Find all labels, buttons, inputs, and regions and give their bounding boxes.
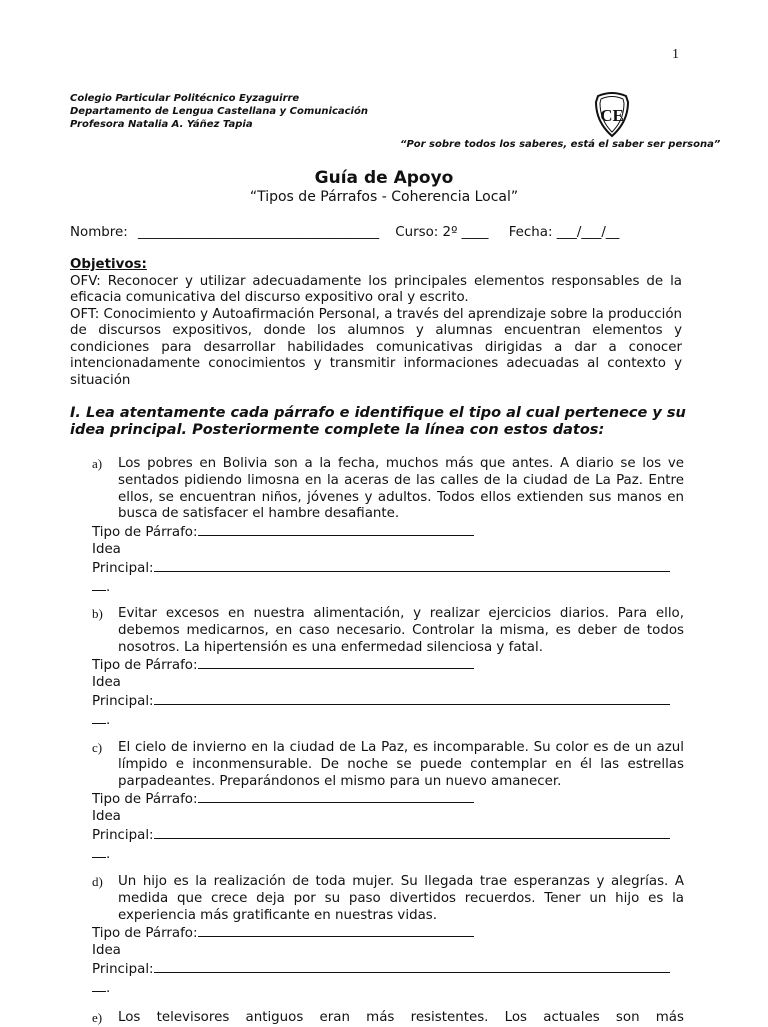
type-answer-line[interactable] bbox=[198, 924, 474, 937]
exercise-item bbox=[92, 740, 684, 864]
logo-letters: CE bbox=[600, 106, 624, 125]
page-title: Guía de Apoyo bbox=[314, 168, 454, 188]
exercise-item bbox=[92, 874, 684, 998]
exercise-item bbox=[92, 1010, 684, 1027]
principal-label: Principal: bbox=[92, 827, 154, 843]
principal-label: Principal: bbox=[92, 560, 154, 576]
end-period: . bbox=[106, 712, 111, 728]
school-name: Colegio Particular Politécnico Eyzaguirre bbox=[70, 93, 300, 104]
idea-label: Idea bbox=[92, 809, 121, 825]
type-label: Tipo de Párrafo: bbox=[92, 525, 198, 541]
objectives-heading: Objetivos: bbox=[70, 257, 147, 272]
school-motto: “Por sobre todos los saberes, está el saber ser persona” bbox=[400, 139, 721, 150]
end-period: . bbox=[106, 846, 111, 862]
idea-answer-line[interactable] bbox=[154, 692, 670, 705]
idea-label: Idea bbox=[92, 675, 121, 691]
idea-answer-line[interactable] bbox=[154, 826, 670, 839]
type-answer-line[interactable] bbox=[198, 790, 474, 803]
instruction-text: I. Lea atentamente cada párrafo e identifique el tipo al cual pertenece y su idea principal. Posteriormente complete la línea con estos datos: bbox=[70, 405, 686, 438]
idea-answer-line-end[interactable] bbox=[92, 711, 106, 724]
exercise-item bbox=[92, 456, 684, 596]
type-answer-line[interactable] bbox=[198, 656, 474, 669]
page-subtitle: “Tipos de Párrafos - Coherencia Local” bbox=[249, 189, 519, 205]
item-letter: c) bbox=[92, 740, 103, 755]
idea-answer-line[interactable] bbox=[154, 960, 670, 973]
item-paragraph: Un hijo es la realización de toda mujer. Su llegada trae esperanzas y alegrías. A medida que crece deja por su paso divertidos recuerdos. Tener un hijo es la experiencia más gratificante en nuestras vidas. bbox=[118, 874, 684, 923]
idea-label: Idea bbox=[92, 943, 121, 959]
student-info-row bbox=[70, 224, 625, 241]
end-period: . bbox=[106, 579, 111, 595]
item-letter: e) bbox=[92, 1010, 103, 1025]
type-label: Tipo de Párrafo: bbox=[92, 926, 198, 942]
idea-answer-line-end[interactable] bbox=[92, 578, 106, 591]
date-field[interactable]: Fecha: ___/___/__ bbox=[508, 225, 620, 240]
item-letter: d) bbox=[92, 874, 103, 889]
page-number: 1 bbox=[672, 47, 679, 62]
principal-label: Principal: bbox=[92, 693, 154, 709]
objective-ofv: OFV: Reconocer y utilizar adecuadamente los principales elementos responsables de la eficacia comunicativa del discurso expositivo oral y escrito. bbox=[70, 273, 682, 305]
type-label: Tipo de Párrafo: bbox=[92, 792, 198, 808]
school-crest-logo bbox=[592, 92, 632, 138]
item-letter: b) bbox=[92, 606, 103, 621]
department-name: Departamento de Lengua Castellana y Comunicación bbox=[70, 106, 368, 117]
course-field[interactable]: Curso: 2º ____ bbox=[395, 225, 489, 240]
item-paragraph: El cielo de invierno en la ciudad de La Paz, es incomparable. Su color es de un azul límpido e inconmensurable. De noche se puede contemplar en él las estrellas parpadeantes. Preparándonos el mismo para un nuevo amanecer. bbox=[118, 740, 684, 789]
teacher-name: Profesora Natalia A. Yáñez Tapia bbox=[70, 119, 253, 130]
item-paragraph: Evitar excesos en nuestra alimentación, y realizar ejercicios diarios. Para ello, debemos medicarnos, en caso necesario. Controlar la misma, es deber de todos nosotros. La hipertensión es una enfermedad silenciosa y fatal. bbox=[118, 606, 684, 655]
type-answer-line[interactable] bbox=[198, 523, 474, 536]
objectives-section bbox=[70, 257, 682, 389]
idea-answer-line-end[interactable] bbox=[92, 845, 106, 858]
name-field[interactable]: ____________________________________ bbox=[137, 225, 380, 240]
document-header bbox=[70, 92, 368, 131]
idea-label: Idea bbox=[92, 541, 121, 557]
principal-label: Principal: bbox=[92, 961, 154, 977]
objective-oft: OFT: Conocimiento y Autoafirmación Personal, a través del aprendizaje sobre la producción de discursos expositivos, donde los alumnos y alumnas encuentran elementos y condiciones para desarrollar habilidades comunicativas dirigidas a dar a conocer intencionadamente conocimientos y transmitir informaciones adecuadas al contexto y situación bbox=[70, 306, 682, 388]
item-paragraph: Los pobres en Bolivia son a la fecha, muchos más que antes. A diario se los ve sentados pidiendo limosna en la aceras de las calles de la ciudad de La Paz. Entre ellos, se encuentran niños, jóvenes y adultos. Todos ellos extienden sus manos en busca de satisfacer el hambre desafiante. bbox=[118, 456, 684, 522]
idea-answer-line[interactable] bbox=[154, 559, 670, 572]
exercise-item bbox=[92, 606, 684, 730]
item-paragraph: Los televisores antiguos eran más resistentes. Los actuales son más bbox=[118, 1010, 684, 1025]
end-period: . bbox=[106, 980, 111, 996]
type-label: Tipo de Párrafo: bbox=[92, 658, 198, 674]
item-letter: a) bbox=[92, 456, 103, 471]
name-label: Nombre: bbox=[70, 225, 128, 240]
idea-answer-line-end[interactable] bbox=[92, 979, 106, 992]
